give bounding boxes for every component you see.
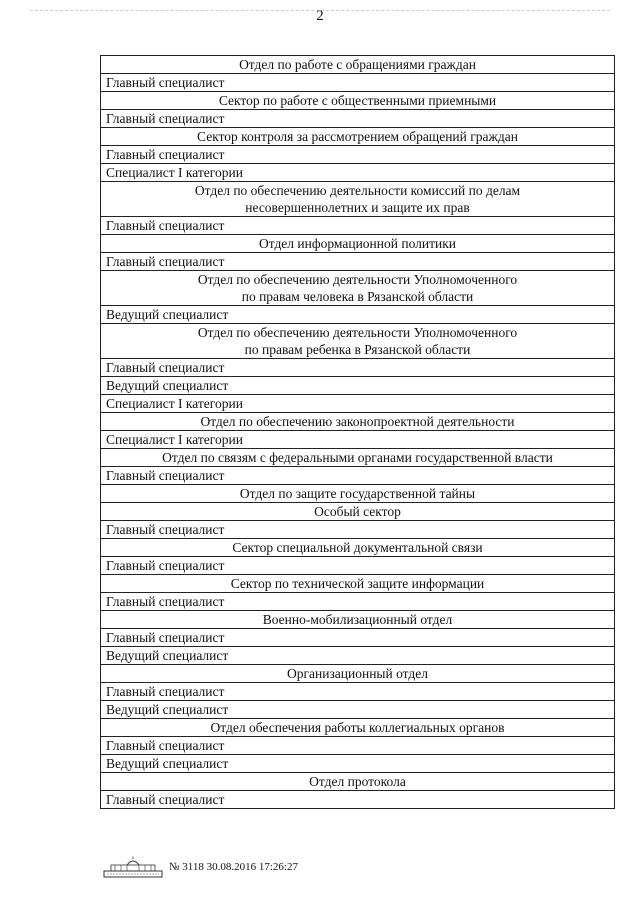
position-row bbox=[101, 74, 615, 92]
page-number: 2 bbox=[316, 8, 324, 24]
position-title: Главный специалист bbox=[101, 217, 615, 235]
department-name: Военно-мобилизационный отдел bbox=[101, 611, 615, 629]
department-name: Особый сектор bbox=[101, 503, 615, 521]
position-title: Ведущий специалист bbox=[101, 306, 615, 324]
department-name: Сектор по работе с общественными приемными bbox=[101, 92, 615, 110]
department-row bbox=[101, 182, 615, 217]
position-row bbox=[101, 431, 615, 449]
staff-positions-table bbox=[100, 55, 615, 809]
department-name: Отдел по обеспечению деятельности комиссий по делам несовершеннолетних и защите их прав bbox=[101, 182, 615, 217]
department-row bbox=[101, 773, 615, 791]
government-building-icon bbox=[103, 856, 163, 878]
department-row bbox=[101, 235, 615, 253]
department-name: Отдел по защите государственной тайны bbox=[101, 485, 615, 503]
position-title: Главный специалист bbox=[101, 359, 615, 377]
position-title: Специалист I категории bbox=[101, 431, 615, 449]
position-row bbox=[101, 701, 615, 719]
department-row bbox=[101, 92, 615, 110]
position-row bbox=[101, 306, 615, 324]
position-title: Главный специалист bbox=[101, 467, 615, 485]
position-row bbox=[101, 395, 615, 413]
document-footer bbox=[103, 856, 298, 878]
position-title: Главный специалист bbox=[101, 110, 615, 128]
position-title: Главный специалист bbox=[101, 557, 615, 575]
position-row bbox=[101, 110, 615, 128]
position-title: Ведущий специалист bbox=[101, 647, 615, 665]
department-row bbox=[101, 539, 615, 557]
department-name: Отдел по связям с федеральными органами государственной власти bbox=[101, 449, 615, 467]
position-row bbox=[101, 377, 615, 395]
department-row bbox=[101, 271, 615, 306]
position-row bbox=[101, 737, 615, 755]
position-title: Специалист I категории bbox=[101, 164, 615, 182]
department-row bbox=[101, 56, 615, 74]
position-title: Главный специалист bbox=[101, 521, 615, 539]
position-title: Специалист I категории bbox=[101, 395, 615, 413]
department-row bbox=[101, 719, 615, 737]
position-row bbox=[101, 683, 615, 701]
department-name: Отдел по работе с обращениями граждан bbox=[101, 56, 615, 74]
position-title: Главный специалист bbox=[101, 253, 615, 271]
department-row bbox=[101, 503, 615, 521]
position-row bbox=[101, 557, 615, 575]
position-row bbox=[101, 467, 615, 485]
department-row bbox=[101, 128, 615, 146]
position-title: Главный специалист bbox=[101, 629, 615, 647]
position-title: Главный специалист bbox=[101, 146, 615, 164]
department-name: Организационный отдел bbox=[101, 665, 615, 683]
position-row bbox=[101, 359, 615, 377]
registration-number: № 3118 30.08.2016 17:26:27 bbox=[169, 861, 298, 873]
position-row bbox=[101, 629, 615, 647]
position-title: Ведущий специалист bbox=[101, 755, 615, 773]
table-body bbox=[101, 56, 615, 809]
position-title: Главный специалист bbox=[101, 683, 615, 701]
department-name: Сектор специальной документальной связи bbox=[101, 539, 615, 557]
department-name: Сектор по технической защите информации bbox=[101, 575, 615, 593]
position-title: Главный специалист bbox=[101, 74, 615, 92]
department-row bbox=[101, 575, 615, 593]
position-row bbox=[101, 647, 615, 665]
department-row bbox=[101, 449, 615, 467]
department-row bbox=[101, 485, 615, 503]
position-title: Ведущий специалист bbox=[101, 701, 615, 719]
position-row bbox=[101, 253, 615, 271]
position-row bbox=[101, 164, 615, 182]
department-row bbox=[101, 324, 615, 359]
department-name: Отдел по обеспечению законопроектной деятельности bbox=[101, 413, 615, 431]
department-name: Отдел информационной политики bbox=[101, 235, 615, 253]
position-row bbox=[101, 217, 615, 235]
position-title: Ведущий специалист bbox=[101, 377, 615, 395]
position-title: Главный специалист bbox=[101, 593, 615, 611]
department-name: Отдел обеспечения работы коллегиальных органов bbox=[101, 719, 615, 737]
department-row bbox=[101, 665, 615, 683]
position-row bbox=[101, 791, 615, 809]
position-title: Главный специалист bbox=[101, 791, 615, 809]
position-row bbox=[101, 593, 615, 611]
position-row bbox=[101, 146, 615, 164]
department-name: Отдел по обеспечению деятельности Уполномоченного по правам человека в Рязанской области bbox=[101, 271, 615, 306]
department-name: Отдел протокола bbox=[101, 773, 615, 791]
department-row bbox=[101, 413, 615, 431]
position-row bbox=[101, 755, 615, 773]
department-row bbox=[101, 611, 615, 629]
department-name: Сектор контроля за рассмотрением обращений граждан bbox=[101, 128, 615, 146]
position-title: Главный специалист bbox=[101, 737, 615, 755]
position-row bbox=[101, 521, 615, 539]
department-name: Отдел по обеспечению деятельности Уполномоченного по правам ребенка в Рязанской области bbox=[101, 324, 615, 359]
